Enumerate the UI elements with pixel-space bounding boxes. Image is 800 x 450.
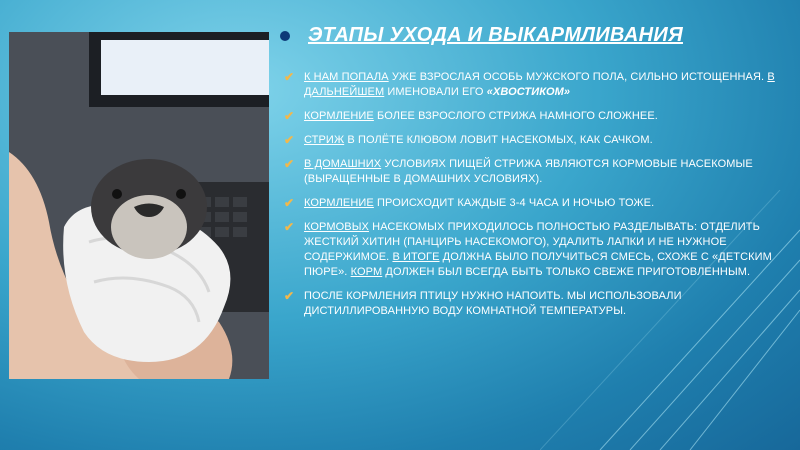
list-item [284, 220, 784, 280]
item-text-2: ИМЕНОВАЛИ ЕГО [384, 86, 487, 98]
item-lead-2: В ДАЛЬНЕЙШЕМ [304, 71, 775, 98]
item-lead: К НАМ ПОПАЛА [304, 71, 389, 83]
item-lead-2: В ИТОГЕ [392, 251, 440, 263]
item-lead: СТРИЖ [304, 134, 345, 146]
item-lead: КОРМОВЫХ [304, 221, 369, 233]
slide-title: ЭТАПЫ УХОДА И ВЫКАРМЛИВАНИЯ [308, 24, 683, 46]
list-item [284, 70, 784, 100]
checkmark-icon: ✔ [284, 196, 295, 210]
item-emphasis: «ХВОСТИКОМ» [486, 86, 571, 98]
item-text: ПРОИСХОДИТ КАЖДЫЕ 3-4 ЧАСА И НОЧЬЮ ТОЖЕ. [373, 197, 655, 209]
item-text: УСЛОВИЯХ ПИЩЕЙ СТРИЖА ЯВЛЯЮТСЯ КОРМОВЫЕ НАСЕКОМЫЕ (ВЫРАЩЕННЫЕ В ДОМАШНИХ УСЛОВИЯХ). [304, 158, 753, 185]
checkmark-icon: ✔ [284, 157, 295, 171]
bullet-list [284, 70, 784, 328]
list-item [284, 133, 784, 148]
list-item [284, 109, 784, 124]
list-item [284, 289, 784, 319]
item-lead: КОРМЛЕНИЕ [304, 110, 374, 122]
item-text: БОЛЕЕ ВЗРОСЛОГО СТРИЖА НАМНОГО СЛОЖНЕЕ. [373, 110, 658, 122]
title-row [280, 24, 683, 47]
list-item [284, 157, 784, 187]
checkmark-icon: ✔ [284, 289, 295, 303]
list-item [284, 196, 784, 211]
checkmark-icon: ✔ [284, 70, 295, 84]
item-lead: В ДОМАШНИХ [304, 158, 382, 170]
item-text: ПОСЛЕ КОРМЛЕНИЯ ПТИЦУ НУЖНО НАПОИТЬ. МЫ ИСПОЛЬЗОВАЛИ ДИСТИЛЛИРОВАННУЮ ВОДУ КОМНАТНОЙ ТЕМПЕРАТУРЫ. [304, 290, 682, 317]
swift-photo [9, 32, 269, 379]
item-lead-3: КОРМ [350, 266, 383, 278]
checkmark-icon: ✔ [284, 109, 295, 123]
checkmark-icon: ✔ [284, 220, 295, 234]
item-text: УЖЕ ВЗРОСЛАЯ ОСОБЬ МУЖСКОГО ПОЛА, СИЛЬНО ИСТОЩЕННАЯ. [388, 71, 768, 83]
title-bullet-icon [280, 31, 290, 41]
item-text-2: ДОЛЖНА БЫЛО ПОЛУЧИТЬСЯ СМЕСЬ, СХОЖЕ С «ДЕТСКИМ ПЮРЕ». [304, 251, 772, 278]
item-text: НАСЕКОМЫХ ПРИХОДИЛОСЬ ПОЛНОСТЬЮ РАЗДЕЛЫВАТЬ: ОТДЕЛИТЬ ЖЕСТКИЙ ХИТИН (ПАНЦИРЬ НАСЕКОМОГО), УДАЛИТЬ ЛАПКИ И НЕ НУЖНОЕ СОДЕРЖИМОЕ. [304, 221, 760, 263]
checkmark-icon: ✔ [284, 133, 295, 147]
item-lead: КОРМЛЕНИЕ [304, 197, 374, 209]
item-text: В ПОЛЁТЕ КЛЮВОМ ЛОВИТ НАСЕКОМЫХ, КАК САЧКОМ. [344, 134, 653, 146]
item-text-3: ДОЛЖЕН БЫЛ ВСЕГДА БЫТЬ ТОЛЬКО СВЕЖЕ ПРИГОТОВЛЕННЫМ. [382, 266, 751, 278]
